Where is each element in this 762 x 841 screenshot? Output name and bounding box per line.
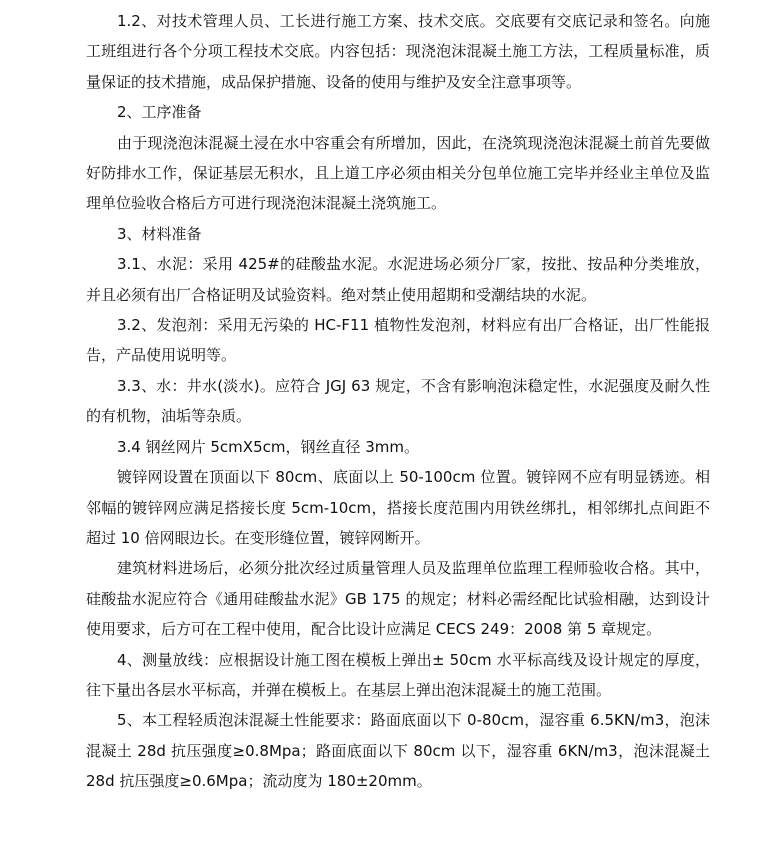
paragraph-tech-briefing	[86, 6, 710, 97]
paragraph-cement	[86, 249, 710, 310]
paragraph-galvanized-mesh	[86, 462, 710, 553]
paragraph-material-acceptance	[86, 553, 710, 644]
paragraph-text: 3.1、水泥：采用 425#的硅酸盐水泥。水泥进场必须分厂家，按批、按品种分类堆放，并且必须有出厂合格证明及试验资料。绝对禁止使用超期和受潮结块的水泥。	[86, 255, 710, 304]
paragraph-survey-layout	[86, 645, 710, 706]
heading-text: 2、工序准备	[117, 103, 202, 122]
paragraph-text: 3.3、水：井水(淡水)。应符合 JGJ 63 规定，不含有影响泡沫稳定性，水泥强度及耐久性的有机物，油垢等杂质。	[86, 376, 710, 426]
paragraph-text: 镀锌网设置在顶面以下 80cm、底面以上 50-100cm 位置。镀锌网不应有明显锈迹。相邻幅的镀锌网应满足搭接长度 5cm-10cm，搭接长度范围内用铁丝绑扎，相邻绑扎点间距不超过 10 倍网眼边长。在变形缝位置，镀锌网断开。	[86, 468, 710, 547]
paragraph-process-prep	[86, 128, 710, 219]
paragraph-text: 5、本工程轻质泡沫混凝土性能要求：路面底面以下 0-80cm，湿容重 6.5KN/m3，泡沫混凝土 28d 抗压强度≥0.8Mpa；路面底面以下 80cm 以下，湿容重 6KN/m3，泡沫混凝土 28d 抗压强度≥0.6Mpa；流动度为 180±20mm。	[86, 711, 710, 791]
paragraph-text: 3.4 钢丝网片 5cmX5cm，钢丝直径 3mm。	[117, 437, 420, 456]
paragraph-text: 4、测量放线：应根据设计施工图在模板上弹出± 50cm 水平标高线及设计规定的厚度，往下量出各层水平标高，并弹在模板上。在基层上弹出泡沫混凝土的施工范围。	[86, 650, 710, 699]
paragraph-text: 1.2、对技术管理人员、工长进行施工方案、技术交底。交底要有交底记录和签名。向施工班组进行各个分项工程技术交底。内容包括：现浇泡沫混凝土施工方法，工程质量标准，质量保证的技术措施，成品保护措施、设备的使用与维护及安全注意事项等。	[86, 12, 710, 91]
paragraph-performance-requirements	[86, 705, 710, 796]
section-heading-process-prep	[86, 97, 710, 127]
paragraph-text: 由于现浇泡沫混凝土浸在水中容重会有所增加，因此，在浇筑现浇泡沫混凝土前首先要做好防排水工作，保证基层无积水，且上道工序必须由相关分包单位施工完毕并经业主单位及监理单位验收合格后方可进行现浇泡沫混凝土浇筑施工。	[86, 133, 710, 213]
section-heading-material-prep	[86, 219, 710, 249]
paragraph-water	[86, 371, 710, 432]
paragraph-wire-mesh	[86, 432, 710, 462]
heading-text: 3、材料准备	[117, 224, 202, 243]
paragraph-text: 3.2、发泡剂：采用无污染的 HC-F11 植物性发泡剂，材料应有出厂合格证，出厂性能报告，产品使用说明等。	[86, 316, 710, 365]
paragraph-foaming-agent	[86, 310, 710, 371]
paragraph-text: 建筑材料进场后，必须分批次经过质量管理人员及监理单位监理工程师验收合格。其中，硅酸盐水泥应符合《通用硅酸盐水泥》GB 175 的规定；材料必需经配比试验相融，达到设计使用要求，后方可在工程中使用，配合比设计应满足 CECS 249：2008 第 5 章规定。	[86, 559, 710, 639]
